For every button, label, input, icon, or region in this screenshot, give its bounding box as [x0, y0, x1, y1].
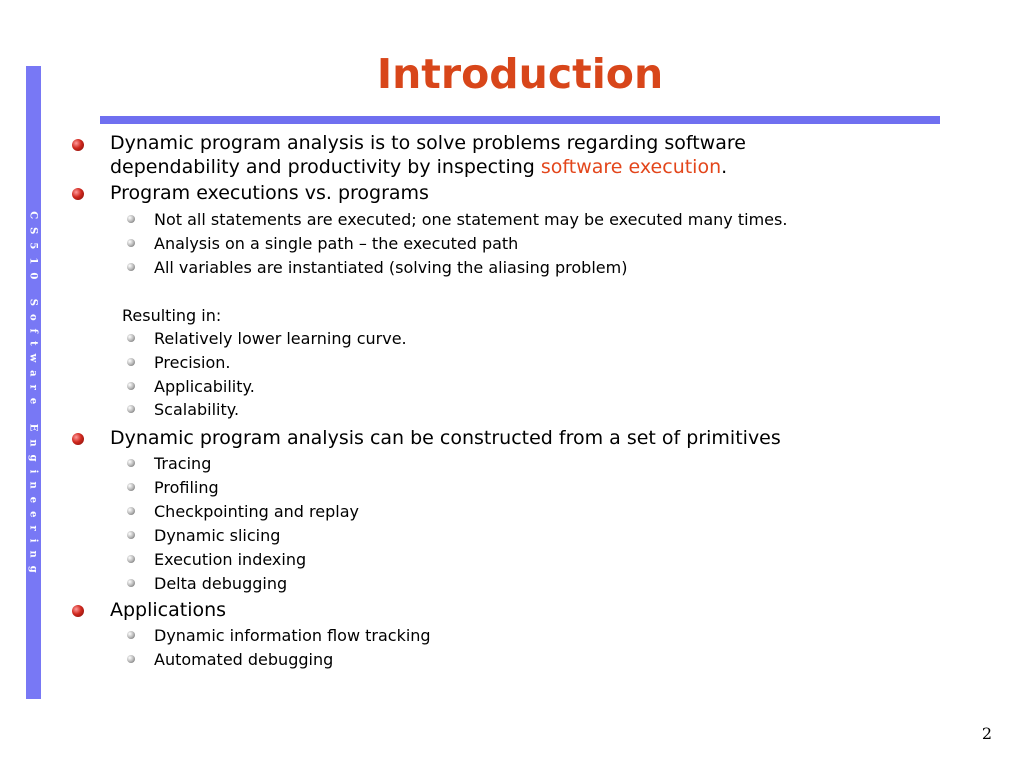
- sub-bullet-icon: [127, 555, 135, 563]
- sub-bullet-icon: [127, 358, 135, 366]
- sub-bullet-icon: [127, 531, 135, 539]
- sub-bullet: Relatively lower learning curve.: [154, 329, 407, 348]
- bullet-dot-icon: [72, 139, 84, 151]
- resulting-in-label: Resulting in:: [122, 306, 222, 325]
- sub-bullet-icon: [127, 405, 135, 413]
- sub-bullet: Analysis on a single path – the executed path: [154, 234, 519, 253]
- sub-bullet: Checkpointing and replay: [154, 502, 359, 521]
- bullet-dot-icon: [72, 188, 84, 200]
- bullet-1-text: dependability and productivity by inspecting: [110, 156, 541, 178]
- slide-title: Introduction: [376, 50, 664, 98]
- bullet-3: Dynamic program analysis can be constructed from a set of primitives: [110, 427, 781, 449]
- sub-bullet-icon: [127, 459, 135, 467]
- sub-bullet: Precision.: [154, 353, 231, 372]
- sub-bullet-icon: [127, 263, 135, 271]
- sub-bullet-icon: [127, 483, 135, 491]
- highlight-software-execution: software execution: [540, 156, 722, 178]
- bullet-dot-icon: [72, 433, 84, 445]
- sub-bullet: Profiling: [154, 478, 219, 497]
- bullet-4: Applications: [110, 599, 227, 621]
- sub-bullet-icon: [127, 215, 135, 223]
- bullet-2: Program executions vs. programs: [110, 182, 429, 204]
- sub-bullet: Delta debugging: [154, 574, 288, 593]
- sub-bullet: Tracing: [154, 454, 212, 473]
- bullet-1-line-2: [110, 155, 727, 179]
- page-number: 2: [981, 724, 992, 743]
- title-rule: [100, 116, 940, 124]
- sub-bullet-icon: [127, 631, 135, 639]
- sub-bullet-icon: [127, 579, 135, 587]
- sub-bullet-icon: [127, 382, 135, 390]
- sub-bullet-icon: [127, 239, 135, 247]
- sub-bullet: Automated debugging: [154, 650, 334, 669]
- side-label: CS510 Software Engineering: [27, 211, 39, 581]
- sub-bullet-icon: [127, 655, 135, 663]
- bullet-dot-icon: [72, 605, 84, 617]
- sub-bullet: All variables are instantiated (solving the aliasing problem): [154, 258, 628, 277]
- bullet-1-line-1: Dynamic program analysis is to solve problems regarding software: [110, 132, 746, 154]
- sub-bullet: Dynamic information flow tracking: [154, 626, 431, 645]
- sub-bullet: Not all statements are executed; one statement may be executed many times.: [154, 210, 788, 229]
- sub-bullet: Dynamic slicing: [154, 526, 281, 545]
- bullet-1-period: .: [721, 156, 728, 178]
- sub-bullet: Execution indexing: [154, 550, 307, 569]
- sub-bullet: Scalability.: [154, 400, 240, 419]
- sub-bullet-icon: [127, 334, 135, 342]
- sub-bullet-icon: [127, 507, 135, 515]
- sub-bullet: Applicability.: [154, 377, 255, 396]
